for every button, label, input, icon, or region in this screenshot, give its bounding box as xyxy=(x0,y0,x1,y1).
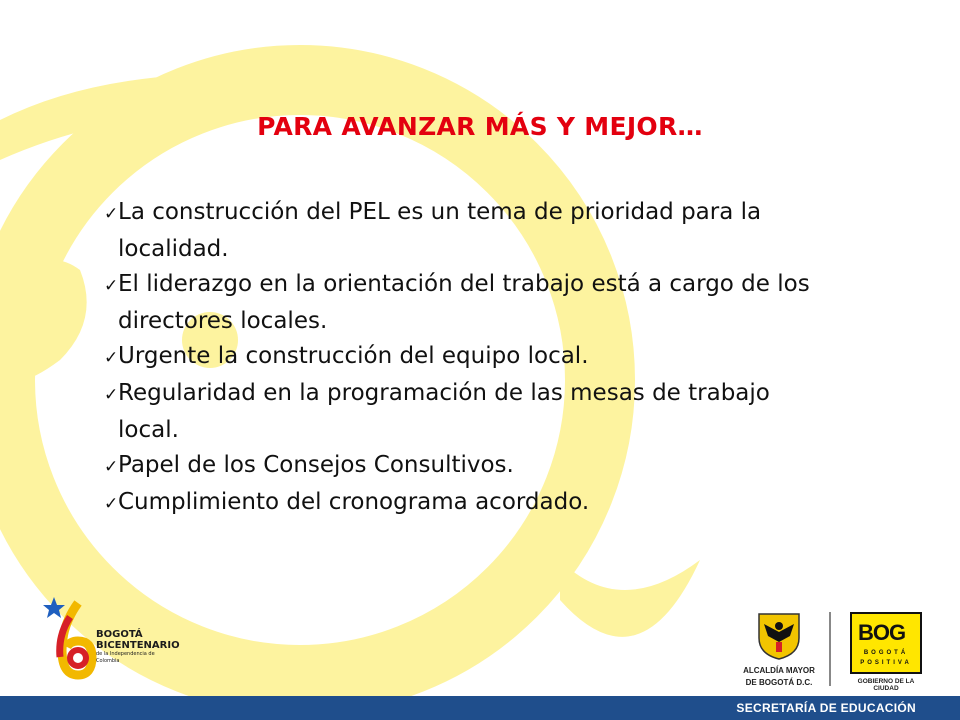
checkmark-icon: ✓ xyxy=(104,457,119,477)
checkmark-icon: ✓ xyxy=(104,204,119,224)
bog-positiva-badge xyxy=(850,612,922,674)
list-item xyxy=(104,485,824,522)
alcaldia-line2: DE BOGOTÁ D.C. xyxy=(745,678,813,687)
alcaldia-line1: ALCALDÍA MAYOR xyxy=(743,666,815,675)
bicentenario-line3: de la Independencia de Colombia xyxy=(96,651,155,664)
bullet-text: Papel de los Consejos Consultivos. xyxy=(118,452,514,478)
list-item xyxy=(104,448,824,485)
bog-positiva-logo xyxy=(848,612,924,692)
bullet-text: Regularidad en la programación de las mesas de trabajo local. xyxy=(118,380,770,443)
list-item xyxy=(104,376,824,448)
checkmark-icon: ✓ xyxy=(104,348,119,368)
bullet-text: Urgente la construcción del equipo local. xyxy=(118,343,589,369)
bullet-text: La construcción del PEL es un tema de prioridad para la localidad. xyxy=(118,199,762,262)
list-item xyxy=(104,267,824,339)
bicentenario-logo xyxy=(40,595,180,689)
logo-divider xyxy=(829,612,831,686)
list-item xyxy=(104,339,824,376)
bullet-list xyxy=(104,195,824,522)
bullet-text: Cumplimiento del cronograma acordado. xyxy=(118,489,590,515)
bog-word: BOG xyxy=(858,620,906,645)
bullet-text: El liderazgo en la orientación del trabajo está a cargo de los directores locales. xyxy=(118,271,810,334)
footer-bar xyxy=(0,696,960,720)
bicentenario-emblem-icon xyxy=(40,595,100,685)
bog-line1: BOGOTÁ xyxy=(863,650,909,656)
bog-line2: POSITIVA xyxy=(860,660,912,666)
checkmark-icon: ✓ xyxy=(104,494,119,514)
bicentenario-line2: BICENTENARIO xyxy=(96,640,180,651)
slide-title: PARA AVANZAR MÁS Y MEJOR… xyxy=(257,112,703,141)
checkmark-icon: ✓ xyxy=(104,276,119,296)
checkmark-icon: ✓ xyxy=(104,385,119,405)
list-item xyxy=(104,195,824,267)
bog-caption: GOBIERNO DE LA CIUDAD xyxy=(857,678,915,692)
bicentenario-line1: BOGOTÁ xyxy=(96,629,143,640)
alcaldia-logo xyxy=(736,612,822,688)
coat-of-arms-icon xyxy=(754,612,804,660)
footer-label: SECRETARÍA DE EDUCACIÓN xyxy=(736,701,916,715)
